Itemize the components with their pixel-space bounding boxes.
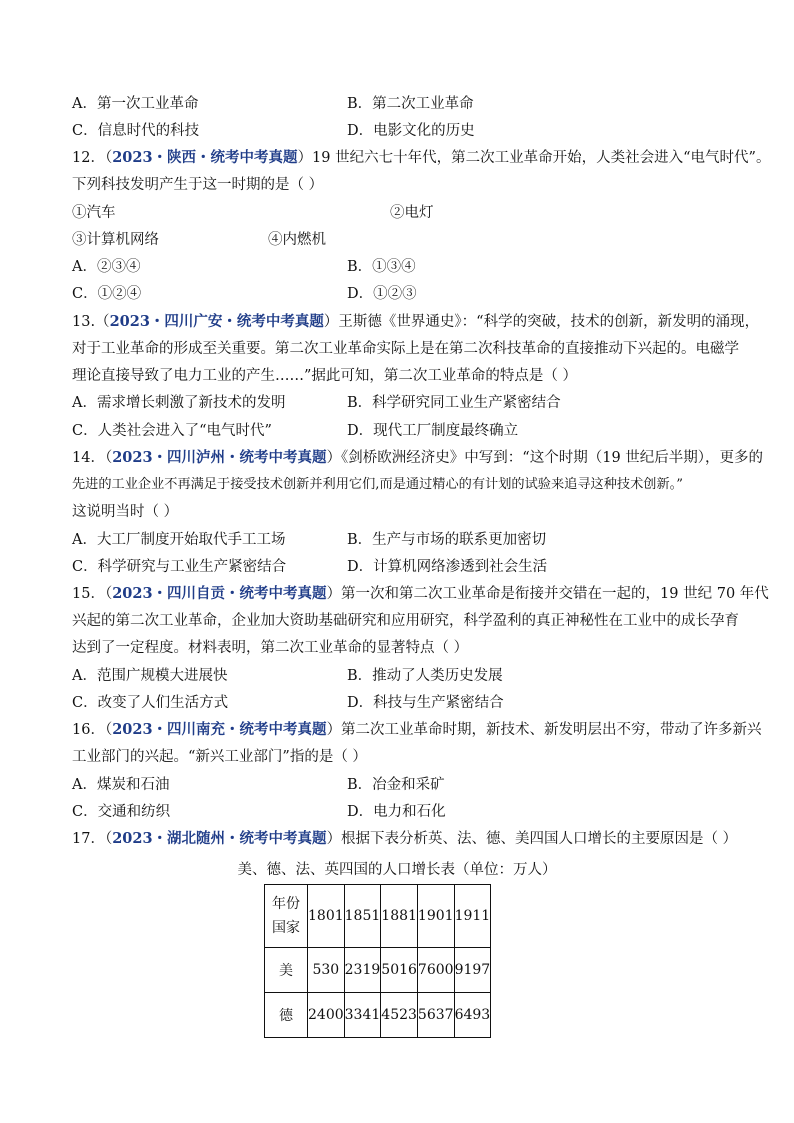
q14-number: 14．（ — [72, 450, 113, 466]
country-cell: 德 — [265, 993, 308, 1038]
q16-stem-line1 — [72, 720, 762, 740]
value-cell: 6493 — [454, 993, 491, 1038]
q13-option-d: D．现代工厂制度最终确立 — [347, 423, 519, 439]
q14-option-c: C．科学研究与工业生产紧密结合 — [72, 559, 287, 575]
q14-stem-line2: 先进的工业企业不再满足于接受技术创新并利用它们,而是通过精心的有计划的试验来追寻这种技术创新。” — [72, 477, 683, 492]
q16-source: 2023・四川南充・统考中考真题 — [112, 721, 327, 738]
q14-stem-line3: 这说明当时（ ） — [72, 504, 179, 520]
year-cell: 1911 — [454, 885, 491, 948]
q13-stem-line3: 理论直接导致了电力工业的产生……”据此可知，第二次工业革命的特点是（ ） — [72, 368, 578, 384]
q16-option-b: B．冶金和采矿 — [347, 777, 445, 793]
year-cell: 1801 — [308, 885, 345, 948]
q12-item-4: ④内燃机 — [268, 232, 326, 248]
q16-option-a: A．煤炭和石油 — [72, 777, 170, 793]
q14-stem-line1 — [72, 448, 763, 468]
q12-stem-line1 — [72, 148, 770, 168]
q16-number: 16．（ — [72, 722, 113, 738]
q15-source: 2023・四川自贡・统考中考真题 — [112, 585, 327, 602]
value-cell: 5637 — [417, 993, 454, 1038]
q12-option-a: A．②③④ — [72, 259, 141, 275]
corner-country-label: 国家 — [272, 920, 300, 936]
q15-stem-line1 — [72, 584, 769, 604]
q17-stem-text1: ）根据下表分析英、法、德、美四国人口增长的主要原因是（ ） — [326, 831, 738, 847]
corner-year-label: 年份 — [272, 896, 300, 912]
q11-option-a: A．第一次工业革命 — [72, 96, 199, 112]
table-row — [265, 993, 491, 1038]
q15-option-c: C．改变了人们生活方式 — [72, 695, 229, 711]
q17-stem-line1 — [72, 829, 737, 849]
country-cell: 美 — [265, 948, 308, 993]
value-cell: 7600 — [417, 948, 454, 993]
q13-option-a: A．需求增长刺激了新技术的发明 — [72, 395, 286, 411]
q15-option-a: A．范围广规模大进展快 — [72, 668, 228, 684]
q12-number: 12．（ — [72, 150, 113, 166]
value-cell: 4523 — [381, 993, 418, 1038]
q13-stem-line2: 对于工业革命的形成至关重要。第二次工业革命实际上是在第二次科技革命的直接推动下兴起的。电磁学 — [72, 341, 739, 357]
q14-option-d: D．计算机网络渗透到社会生活 — [347, 559, 548, 575]
q13-number: 13.（ — [72, 314, 110, 330]
q15-stem-line2: 兴起的第二次工业革命，企业加大资助基础研究和应用研究，科学盈利的真正神秘性在工业中的成长孕育 — [72, 613, 739, 629]
q15-option-b: B．推动了人类历史发展 — [347, 668, 503, 684]
q13-stem-text1: ）王斯德《世界通史》：“科学的突破，技术的创新，新发明的涌现， — [323, 314, 760, 330]
year-cell: 1851 — [344, 885, 381, 948]
value-cell: 9197 — [454, 948, 491, 993]
q17-source: 2023・湖北随州・统考中考真题 — [112, 830, 327, 847]
value-cell: 530 — [308, 948, 345, 993]
q12-source: 2023・陕西・统考中考真题 — [112, 149, 298, 166]
q17-number: 17．（ — [72, 831, 113, 847]
q16-option-c: C．交通和纺织 — [72, 804, 171, 820]
value-cell: 3341 — [344, 993, 381, 1038]
q14-stem-text1: ）《剑桥欧洲经济史》中写到：“这个时期（19 世纪后半期），更多的 — [326, 450, 764, 466]
corner-cell — [265, 885, 308, 948]
q13-stem-line1 — [72, 312, 759, 332]
q12-option-b: B．①③④ — [347, 259, 416, 275]
q12-option-c: C．①②④ — [72, 286, 142, 302]
table-row — [265, 948, 491, 993]
q11-option-b: B．第二次工业革命 — [347, 96, 474, 112]
q13-option-c: C．人类社会进入了“电气时代” — [72, 423, 272, 439]
q14-source: 2023・四川泸州・统考中考真题 — [112, 449, 327, 466]
q16-stem-text1: ）第二次工业革命时期，新技术、新发明层出不穷，带动了许多新兴 — [326, 722, 762, 738]
value-cell: 2319 — [344, 948, 381, 993]
q11-option-c: C．信息时代的科技 — [72, 123, 200, 139]
q15-stem-text1: ）第一次和第二次工业革命是衔接并交错在一起的，19 世纪 70 年代 — [326, 586, 769, 602]
table-caption: 美、德、法、英四国的人口增长表（单位：万人） — [237, 862, 557, 878]
q12-item-3: ③计算机网络 — [72, 232, 159, 248]
q16-option-d: D．电力和石化 — [347, 804, 446, 820]
q15-option-d: D．科技与生产紧密结合 — [347, 695, 504, 711]
q12-stem-text1: ）19 世纪六七十年代，第二次工业革命开始，人类社会进入“电气时代”。 — [297, 150, 771, 166]
q13-option-b: B．科学研究同工业生产紧密结合 — [347, 395, 561, 411]
year-cell: 1901 — [417, 885, 454, 948]
q14-option-b: B．生产与市场的联系更加密切 — [347, 532, 547, 548]
q12-item-2: ②电灯 — [390, 205, 434, 221]
q12-item-1: ①汽车 — [72, 205, 116, 221]
table-header-row — [265, 885, 491, 948]
q11-option-d: D．电影文化的历史 — [347, 123, 475, 139]
q15-number: 15．（ — [72, 586, 113, 602]
value-cell: 2400 — [308, 993, 345, 1038]
q16-stem-line2: 工业部门的兴起。“新兴工业部门”指的是（ ） — [72, 749, 367, 765]
year-cell: 1881 — [381, 885, 418, 948]
q15-stem-line3: 达到了一定程度。材料表明，第二次工业革命的显著特点（ ） — [72, 640, 469, 656]
population-table — [264, 884, 491, 1038]
q14-option-a: A．大工厂制度开始取代手工工场 — [72, 532, 286, 548]
q12-option-d: D．①②③ — [347, 286, 417, 302]
value-cell: 5016 — [381, 948, 418, 993]
q13-source: 2023・四川广安・统考中考真题 — [109, 313, 324, 330]
q12-stem-line2: 下列科技发明产生于这一时期的是（ ） — [72, 177, 324, 193]
